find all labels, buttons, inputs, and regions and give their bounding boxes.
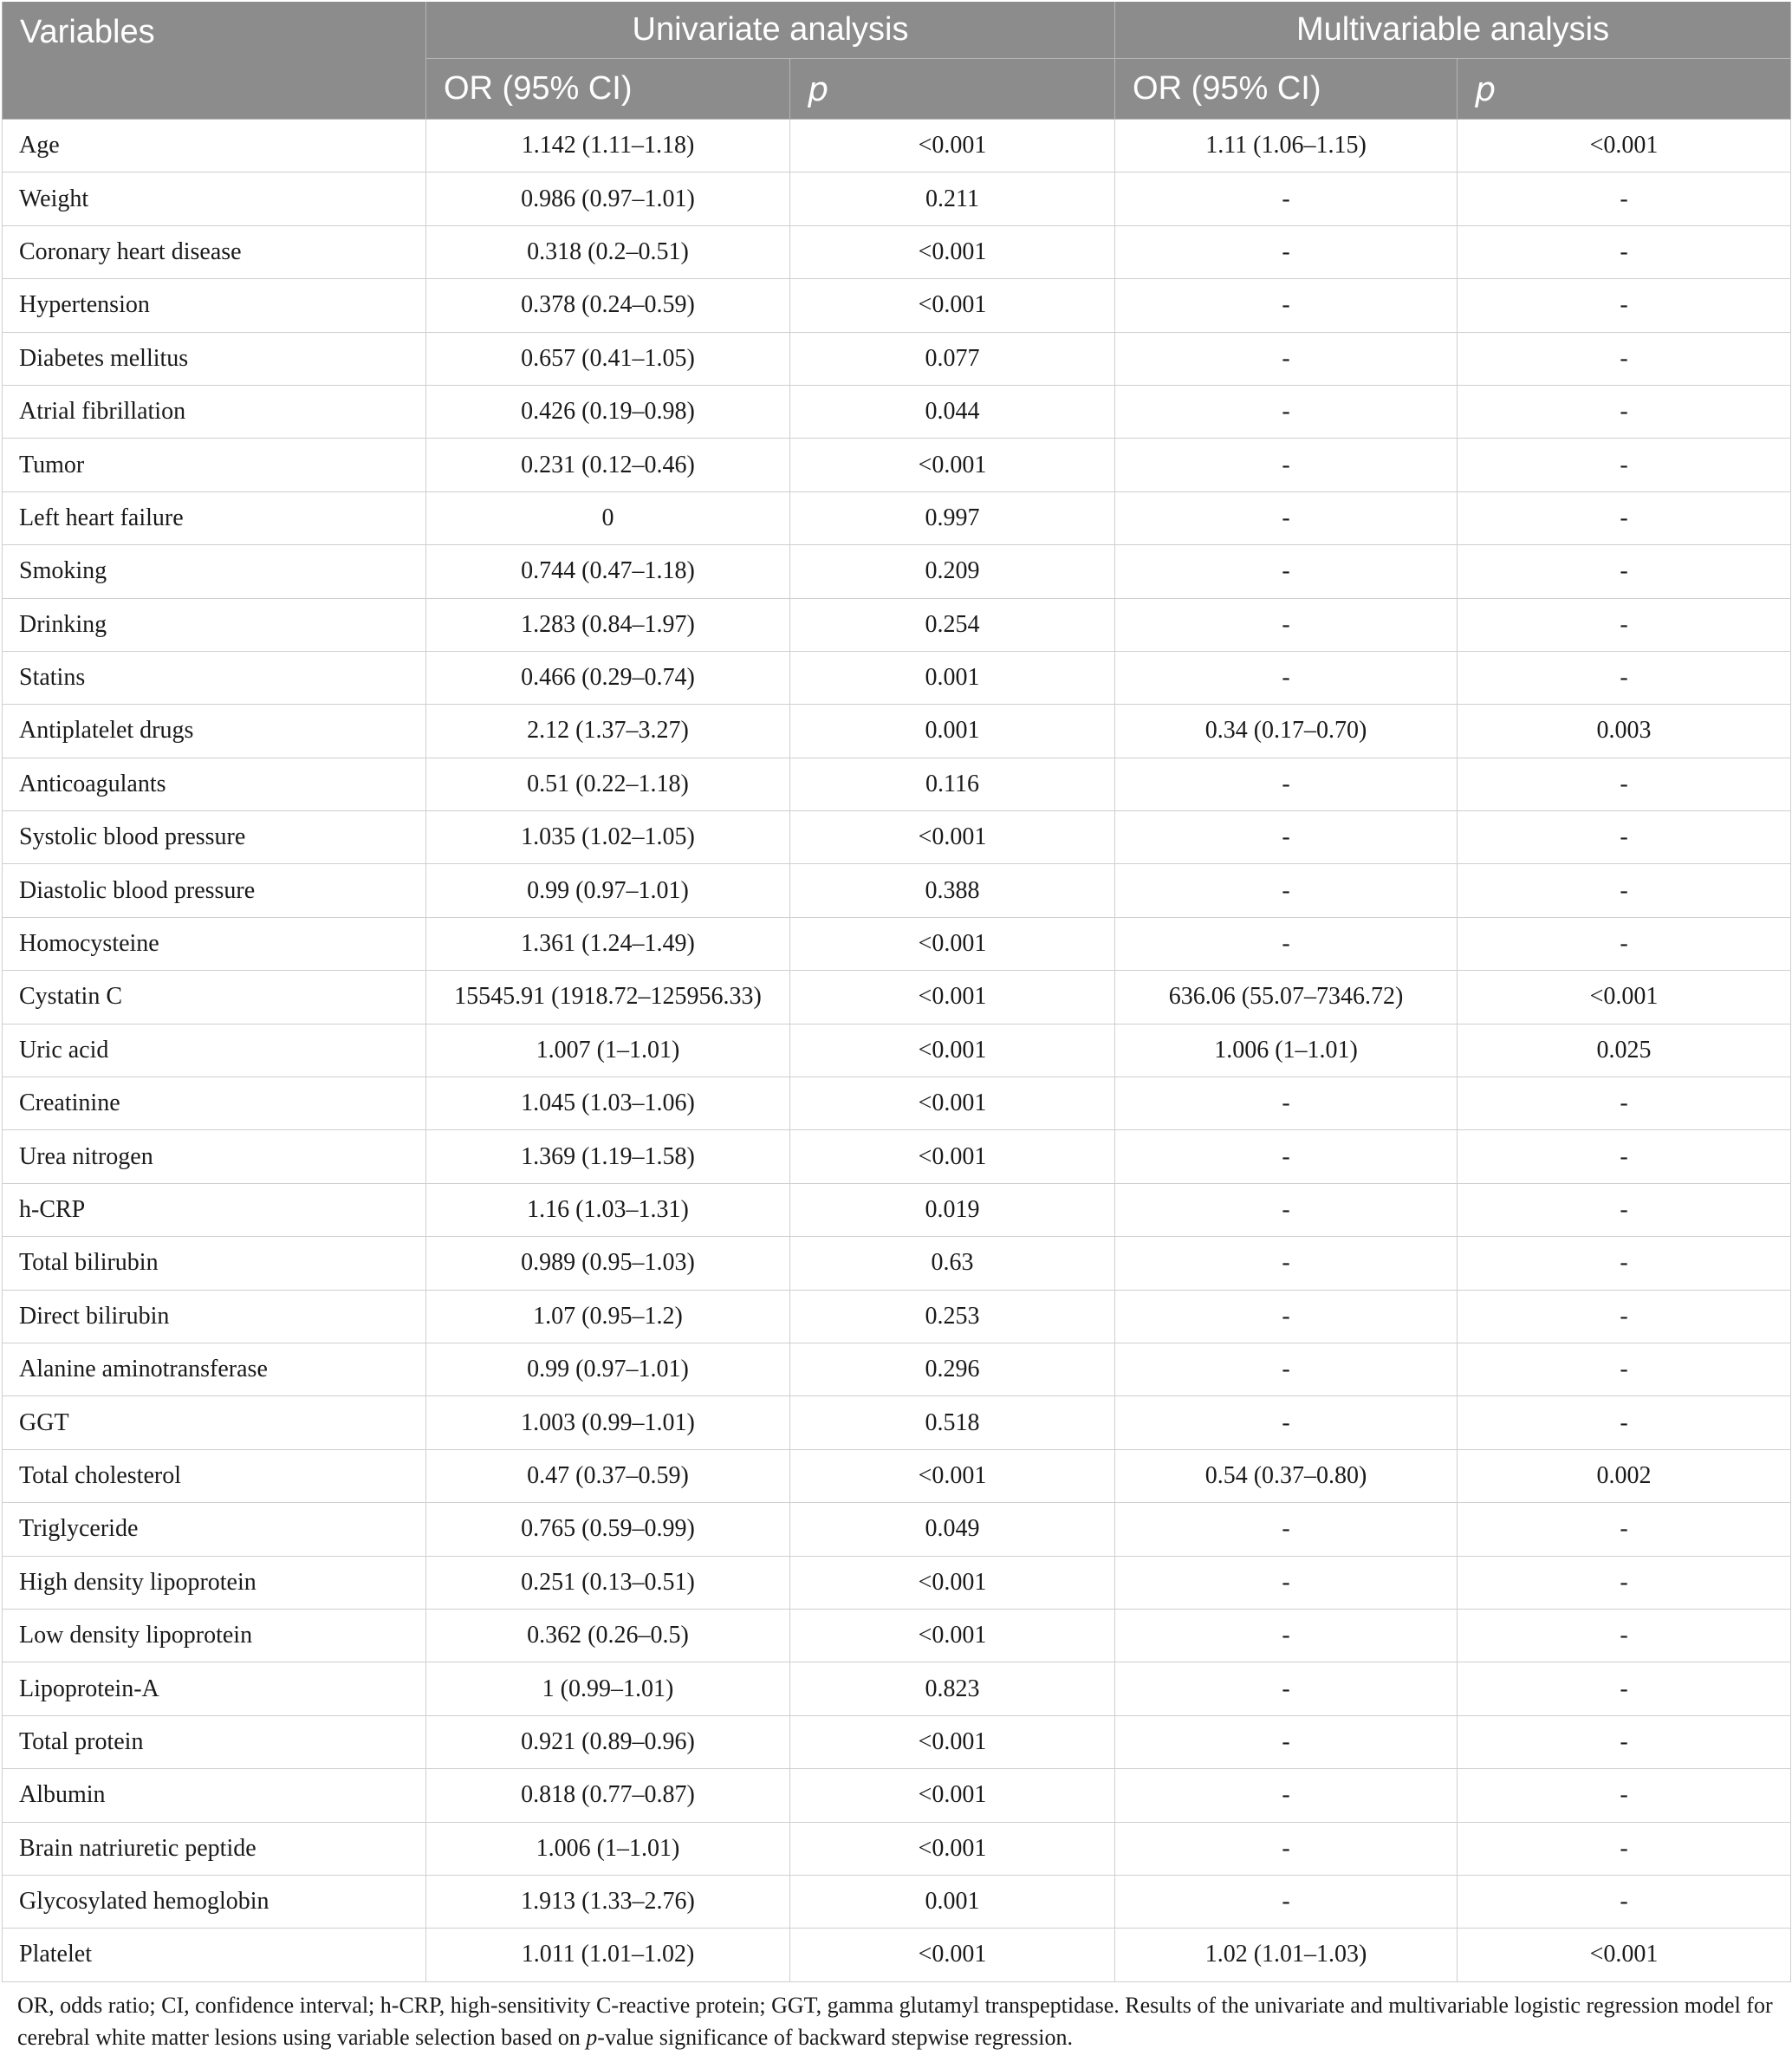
variable-cell: Diastolic blood pressure [3, 864, 426, 917]
univariate-or-cell: 1.369 (1.19–1.58) [426, 1130, 790, 1183]
univariate-p-cell: <0.001 [790, 439, 1115, 491]
univariate-p-cell: 0.001 [790, 651, 1115, 704]
multivariable-or-cell: - [1115, 598, 1458, 651]
header-multivariable-analysis: Multivariable analysis [1115, 2, 1791, 59]
variable-cell: Hypertension [3, 279, 426, 332]
table-row [3, 545, 1791, 598]
variable-cell: Low density lipoprotein [3, 1609, 426, 1662]
univariate-p-cell: <0.001 [790, 1556, 1115, 1609]
univariate-p-cell: 0.209 [790, 545, 1115, 598]
variable-cell: Direct bilirubin [3, 1290, 426, 1343]
univariate-or-cell: 0.318 (0.2–0.51) [426, 225, 790, 278]
univariate-p-cell: <0.001 [790, 1077, 1115, 1130]
multivariable-p-cell: - [1458, 1396, 1791, 1449]
variable-cell: Anticoagulants [3, 758, 426, 810]
variable-cell: Urea nitrogen [3, 1130, 426, 1183]
univariate-or-cell: 1.283 (0.84–1.97) [426, 598, 790, 651]
univariate-or-cell: 0.231 (0.12–0.46) [426, 439, 790, 491]
univariate-p-cell: 0.116 [790, 758, 1115, 810]
variable-cell: High density lipoprotein [3, 1556, 426, 1609]
multivariable-p-cell: - [1458, 811, 1791, 864]
univariate-or-cell: 0.378 (0.24–0.59) [426, 279, 790, 332]
table-row [3, 385, 1791, 438]
univariate-or-cell: 2.12 (1.37–3.27) [426, 705, 790, 758]
variable-cell: Brain natriuretic peptide [3, 1822, 426, 1875]
univariate-p-cell: 0.044 [790, 385, 1115, 438]
variable-cell: Statins [3, 651, 426, 704]
multivariable-or-cell: - [1115, 1503, 1458, 1556]
multivariable-or-cell: 1.02 (1.01–1.03) [1115, 1929, 1458, 1981]
multivariable-or-cell: - [1115, 1290, 1458, 1343]
variable-cell: Glycosylated hemoglobin [3, 1875, 426, 1928]
multivariable-or-cell: - [1115, 491, 1458, 544]
univariate-p-cell: 0.254 [790, 598, 1115, 651]
multivariable-p-cell: - [1458, 1662, 1791, 1715]
multivariable-p-cell: - [1458, 439, 1791, 491]
univariate-p-cell: <0.001 [790, 1449, 1115, 1502]
multivariable-p-cell: - [1458, 1715, 1791, 1768]
table-row [3, 651, 1791, 704]
footnote-text-start: OR, odds ratio; CI, confidence interval; h-CRP, high-sensitivity C-reactive protein; GGT, gamma glutamyl transpeptidase. Results of the univariate and multivariable logistic regression model for cerebral white matter lesions using variable selection based on [17, 1993, 1773, 2050]
multivariable-p-cell: - [1458, 864, 1791, 917]
table-row [3, 1290, 1791, 1343]
multivariable-p-cell: - [1458, 1290, 1791, 1343]
univariate-or-cell: 1.003 (0.99–1.01) [426, 1396, 790, 1449]
variable-cell: Tumor [3, 439, 426, 491]
multivariable-or-cell: - [1115, 1715, 1458, 1768]
univariate-or-cell: 1.006 (1–1.01) [426, 1822, 790, 1875]
table-row [3, 1503, 1791, 1556]
multivariable-p-cell: - [1458, 545, 1791, 598]
multivariable-p-cell: - [1458, 172, 1791, 225]
univariate-or-cell: 0.99 (0.97–1.01) [426, 864, 790, 917]
variable-cell: Systolic blood pressure [3, 811, 426, 864]
univariate-or-cell: 1 (0.99–1.01) [426, 1662, 790, 1715]
table-row [3, 758, 1791, 810]
univariate-or-cell: 1.035 (1.02–1.05) [426, 811, 790, 864]
variable-cell: Lipoprotein-A [3, 1662, 426, 1715]
header-multivariable-p: p [1458, 59, 1791, 120]
univariate-p-cell: <0.001 [790, 1929, 1115, 1981]
multivariable-or-cell: - [1115, 1662, 1458, 1715]
univariate-p-cell: <0.001 [790, 279, 1115, 332]
univariate-or-cell: 0.251 (0.13–0.51) [426, 1556, 790, 1609]
variable-cell: Cystatin C [3, 971, 426, 1024]
univariate-or-cell: 0.99 (0.97–1.01) [426, 1343, 790, 1395]
multivariable-or-cell: - [1115, 1130, 1458, 1183]
table-row [3, 279, 1791, 332]
table-row [3, 1556, 1791, 1609]
univariate-or-cell: 0.51 (0.22–1.18) [426, 758, 790, 810]
multivariable-p-cell: - [1458, 1077, 1791, 1130]
univariate-p-cell: 0.518 [790, 1396, 1115, 1449]
univariate-or-cell: 0.362 (0.26–0.5) [426, 1609, 790, 1662]
table-row [3, 1609, 1791, 1662]
table-row [3, 120, 1791, 172]
multivariable-p-cell: - [1458, 1609, 1791, 1662]
multivariable-p-cell: - [1458, 1503, 1791, 1556]
multivariable-or-cell: 0.34 (0.17–0.70) [1115, 705, 1458, 758]
multivariable-or-cell: - [1115, 439, 1458, 491]
table-row [3, 1769, 1791, 1822]
multivariable-or-cell: - [1115, 1343, 1458, 1395]
multivariable-p-cell: <0.001 [1458, 120, 1791, 172]
univariate-p-cell: 0.997 [790, 491, 1115, 544]
univariate-or-cell: 0 [426, 491, 790, 544]
univariate-or-cell: 0.657 (0.41–1.05) [426, 332, 790, 385]
multivariable-p-cell: - [1458, 1556, 1791, 1609]
multivariable-p-cell: - [1458, 1769, 1791, 1822]
multivariable-or-cell: - [1115, 1769, 1458, 1822]
multivariable-or-cell: - [1115, 811, 1458, 864]
multivariable-or-cell: - [1115, 1822, 1458, 1875]
table-row [3, 1715, 1791, 1768]
variable-cell: Left heart failure [3, 491, 426, 544]
univariate-or-cell: 0.986 (0.97–1.01) [426, 172, 790, 225]
table-row [3, 1077, 1791, 1130]
table-row [3, 1875, 1791, 1928]
results-table-container [2, 2, 1790, 1982]
multivariable-p-cell: 0.025 [1458, 1024, 1791, 1077]
univariate-or-cell: 15545.91 (1918.72–125956.33) [426, 971, 790, 1024]
univariate-or-cell: 1.361 (1.24–1.49) [426, 917, 790, 970]
header-univariate-analysis: Univariate analysis [426, 2, 1115, 59]
multivariable-or-cell: - [1115, 1237, 1458, 1290]
multivariable-p-cell: - [1458, 1822, 1791, 1875]
multivariable-or-cell: - [1115, 758, 1458, 810]
header-univariate-p: p [790, 59, 1115, 120]
variable-cell: Drinking [3, 598, 426, 651]
variable-cell: Weight [3, 172, 426, 225]
multivariable-or-cell: 636.06 (55.07–7346.72) [1115, 971, 1458, 1024]
multivariable-or-cell: - [1115, 1875, 1458, 1928]
logistic-regression-table [2, 2, 1791, 1982]
table-row [3, 491, 1791, 544]
multivariable-or-cell: - [1115, 1609, 1458, 1662]
multivariable-or-cell: - [1115, 1077, 1458, 1130]
multivariable-p-cell: - [1458, 1237, 1791, 1290]
univariate-p-cell: 0.388 [790, 864, 1115, 917]
table-row [3, 917, 1791, 970]
header-variables: Variables [3, 2, 426, 120]
univariate-or-cell: 1.045 (1.03–1.06) [426, 1077, 790, 1130]
univariate-p-cell: <0.001 [790, 971, 1115, 1024]
multivariable-p-cell: - [1458, 225, 1791, 278]
multivariable-p-cell: - [1458, 917, 1791, 970]
multivariable-or-cell: - [1115, 1183, 1458, 1236]
variable-cell: Total cholesterol [3, 1449, 426, 1502]
variable-cell: Antiplatelet drugs [3, 705, 426, 758]
univariate-or-cell: 1.913 (1.33–2.76) [426, 1875, 790, 1928]
multivariable-p-cell: <0.001 [1458, 971, 1791, 1024]
multivariable-or-cell: - [1115, 864, 1458, 917]
variable-cell: Uric acid [3, 1024, 426, 1077]
variable-cell: Total bilirubin [3, 1237, 426, 1290]
univariate-or-cell: 1.16 (1.03–1.31) [426, 1183, 790, 1236]
univariate-or-cell: 0.47 (0.37–0.59) [426, 1449, 790, 1502]
multivariable-or-cell: - [1115, 1396, 1458, 1449]
multivariable-or-cell: - [1115, 385, 1458, 438]
table-row [3, 1929, 1791, 1981]
table-row [3, 332, 1791, 385]
table-row [3, 172, 1791, 225]
multivariable-p-cell: - [1458, 598, 1791, 651]
multivariable-p-cell: - [1458, 332, 1791, 385]
table-row [3, 864, 1791, 917]
table-row [3, 705, 1791, 758]
table-row [3, 971, 1791, 1024]
variable-cell: Creatinine [3, 1077, 426, 1130]
multivariable-or-cell: - [1115, 172, 1458, 225]
variable-cell: Age [3, 120, 426, 172]
univariate-p-cell: <0.001 [790, 1715, 1115, 1768]
table-row [3, 811, 1791, 864]
univariate-p-cell: <0.001 [790, 1024, 1115, 1077]
univariate-p-cell: <0.001 [790, 1822, 1115, 1875]
multivariable-p-cell: - [1458, 1130, 1791, 1183]
variable-cell: Albumin [3, 1769, 426, 1822]
multivariable-or-cell: - [1115, 279, 1458, 332]
variable-cell: Diabetes mellitus [3, 332, 426, 385]
variable-cell: GGT [3, 1396, 426, 1449]
header-univariate-or: OR (95% CI) [426, 59, 790, 120]
univariate-or-cell: 0.989 (0.95–1.03) [426, 1237, 790, 1290]
variable-cell: Platelet [3, 1929, 426, 1981]
univariate-or-cell: 1.011 (1.01–1.02) [426, 1929, 790, 1981]
univariate-p-cell: 0.823 [790, 1662, 1115, 1715]
multivariable-p-cell: 0.003 [1458, 705, 1791, 758]
table-header [3, 2, 1791, 120]
univariate-p-cell: 0.63 [790, 1237, 1115, 1290]
multivariable-p-cell: - [1458, 279, 1791, 332]
univariate-p-cell: 0.211 [790, 172, 1115, 225]
univariate-p-cell: 0.077 [790, 332, 1115, 385]
univariate-p-cell: 0.019 [790, 1183, 1115, 1236]
univariate-or-cell: 1.07 (0.95–1.2) [426, 1290, 790, 1343]
multivariable-p-cell: - [1458, 758, 1791, 810]
table-row [3, 1396, 1791, 1449]
variable-cell: Alanine aminotransferase [3, 1343, 426, 1395]
univariate-p-cell: <0.001 [790, 1609, 1115, 1662]
multivariable-or-cell: - [1115, 545, 1458, 598]
multivariable-or-cell: - [1115, 332, 1458, 385]
univariate-p-cell: 0.296 [790, 1343, 1115, 1395]
footnote-text-end: -value significance of backward stepwise regression. [597, 2025, 1073, 2050]
multivariable-p-cell: - [1458, 651, 1791, 704]
multivariable-p-cell: - [1458, 385, 1791, 438]
table-row [3, 598, 1791, 651]
variable-cell: Total protein [3, 1715, 426, 1768]
univariate-p-cell: <0.001 [790, 917, 1115, 970]
table-row [3, 1662, 1791, 1715]
multivariable-p-cell: - [1458, 1183, 1791, 1236]
univariate-p-cell: 0.001 [790, 705, 1115, 758]
multivariable-p-cell: - [1458, 1875, 1791, 1928]
variable-cell: Homocysteine [3, 917, 426, 970]
multivariable-or-cell: 1.006 (1–1.01) [1115, 1024, 1458, 1077]
multivariable-p-cell: <0.001 [1458, 1929, 1791, 1981]
univariate-p-cell: <0.001 [790, 1769, 1115, 1822]
univariate-p-cell: <0.001 [790, 120, 1115, 172]
variable-cell: Triglyceride [3, 1503, 426, 1556]
univariate-or-cell: 0.818 (0.77–0.87) [426, 1769, 790, 1822]
variable-cell: Coronary heart disease [3, 225, 426, 278]
multivariable-or-cell: 1.11 (1.06–1.15) [1115, 120, 1458, 172]
multivariable-p-cell: - [1458, 1343, 1791, 1395]
univariate-or-cell: 1.007 (1–1.01) [426, 1024, 790, 1077]
univariate-or-cell: 0.765 (0.59–0.99) [426, 1503, 790, 1556]
multivariable-or-cell: - [1115, 651, 1458, 704]
variable-cell: Smoking [3, 545, 426, 598]
univariate-p-cell: 0.001 [790, 1875, 1115, 1928]
variable-cell: h-CRP [3, 1183, 426, 1236]
table-row [3, 1024, 1791, 1077]
univariate-p-cell: <0.001 [790, 1130, 1115, 1183]
multivariable-or-cell: - [1115, 225, 1458, 278]
univariate-p-cell: <0.001 [790, 225, 1115, 278]
multivariable-or-cell: 0.54 (0.37–0.80) [1115, 1449, 1458, 1502]
table-row [3, 1343, 1791, 1395]
table-row [3, 225, 1791, 278]
table-footnote [17, 1989, 1776, 2053]
table-row [3, 1183, 1791, 1236]
table-row [3, 1237, 1791, 1290]
univariate-or-cell: 0.744 (0.47–1.18) [426, 545, 790, 598]
table-row [3, 1130, 1791, 1183]
univariate-p-cell: 0.253 [790, 1290, 1115, 1343]
univariate-or-cell: 0.426 (0.19–0.98) [426, 385, 790, 438]
univariate-or-cell: 0.466 (0.29–0.74) [426, 651, 790, 704]
footnote-p-italic: p [586, 2025, 598, 2050]
header-multivariable-or: OR (95% CI) [1115, 59, 1458, 120]
univariate-or-cell: 0.921 (0.89–0.96) [426, 1715, 790, 1768]
multivariable-p-cell: - [1458, 491, 1791, 544]
table-body [3, 120, 1791, 1982]
univariate-p-cell: <0.001 [790, 811, 1115, 864]
variable-cell: Atrial fibrillation [3, 385, 426, 438]
multivariable-or-cell: - [1115, 917, 1458, 970]
multivariable-p-cell: 0.002 [1458, 1449, 1791, 1502]
univariate-p-cell: 0.049 [790, 1503, 1115, 1556]
multivariable-or-cell: - [1115, 1556, 1458, 1609]
table-row [3, 1449, 1791, 1502]
table-row [3, 439, 1791, 491]
table-row [3, 1822, 1791, 1875]
univariate-or-cell: 1.142 (1.11–1.18) [426, 120, 790, 172]
